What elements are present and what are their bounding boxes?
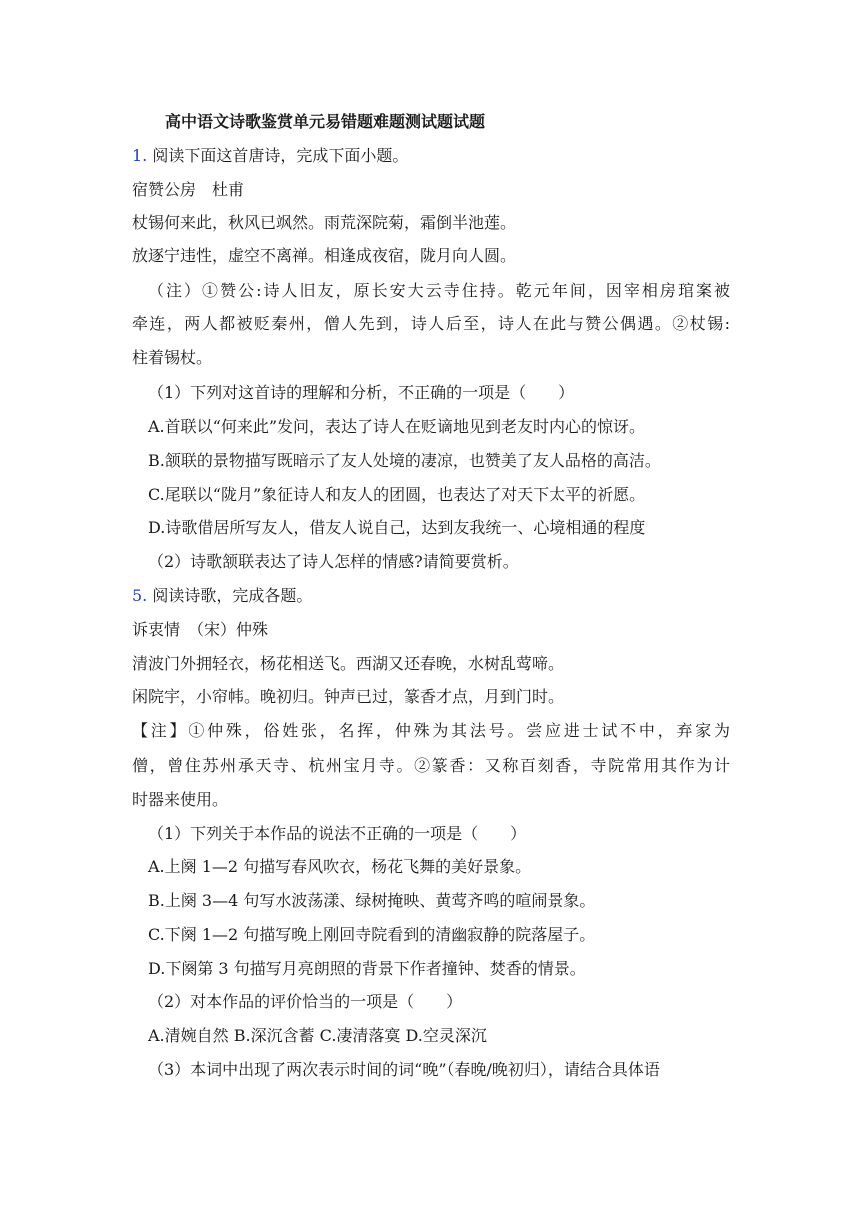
option-b: B.上阕 3—4 句写水波荡漾、绿树掩映、黄莺齐鸣的喧闹景象。 xyxy=(148,891,596,910)
poem-title: 宿赞公房 杜甫 xyxy=(132,180,245,199)
poem-line: 杖锡何来此，秋风已飒然。雨荒深院菊，霜倒半池莲。 xyxy=(132,213,517,232)
question-text: 阅读下面这首唐诗，完成下面小题。 xyxy=(152,146,409,165)
question-text: 阅读诗歌，完成各题。 xyxy=(152,586,313,605)
sub-question-options: A.清婉自然 B.深沉含蓄 C.凄清落寞 D.空灵深沉 xyxy=(148,1026,487,1045)
sub-question: （2）诗歌颔联表达了诗人怎样的情感?请简要赏析。 xyxy=(148,552,519,571)
option-d: D.诗歌借居所写友人，借友人说自己，达到友我统一、心境相通的程度 xyxy=(148,518,646,537)
sub-question: （1）下列对这首诗的理解和分析，不正确的一项是（ ） xyxy=(148,383,575,402)
option-c: C.尾联以“陇月”象征诗人和友人的团圆，也表达了对天下太平的祈愿。 xyxy=(148,485,646,504)
sub-question: （2）对本作品的评价恰当的一项是（ ） xyxy=(148,992,463,1011)
document-title: 高中语文诗歌鉴赏单元易错题难题测试题试题 xyxy=(165,112,486,131)
question-5-intro xyxy=(132,586,732,606)
question-number: 5. xyxy=(132,586,148,605)
poem-title: 诉衷情 （宋）仲殊 xyxy=(132,620,269,639)
sub-question: （3）本词中出现了两次表示时间的词“晚”（春晚/晚初归），请结合具体语 xyxy=(148,1060,660,1079)
option-a: A.上阕 1—2 句描写春风吹衣，杨花飞舞的美好景象。 xyxy=(148,857,532,876)
question-1-intro xyxy=(132,146,732,166)
option-c: C.下阕 1—2 句描写晚上刚回寺院看到的清幽寂静的院落屋子。 xyxy=(148,925,596,944)
poem-line: 闲院宇，小帘帏。晚初归。钟声已过，篆香才点，月到门时。 xyxy=(132,687,565,706)
poem-line: 清波门外拥轻衣，杨花相送飞。西湖又还春晚，水树乱莺啼。 xyxy=(132,654,565,673)
note-line: 牵连，两人都被贬秦州，僧人先到，诗人后至，诗人在此与赞公偶遇。②杖锡: xyxy=(132,314,730,333)
question-number: 1. xyxy=(132,146,148,165)
note-line: （注）①赞公:诗人旧友，原长安大云寺住持。乾元年间，因宰相房琯案被 xyxy=(148,281,730,300)
note-line: 【注】①仲殊，俗姓张，名挥，仲殊为其法号。尝应进士试不中，弃家为 xyxy=(132,721,730,740)
note-line: 柱着锡杖。 xyxy=(132,348,213,367)
option-a: A.首联以“何来此”发问，表达了诗人在贬谪地见到老友时内心的惊讶。 xyxy=(148,417,646,436)
option-d: D.下阕第 3 句描写月亮朗照的背景下作者撞钟、焚香的情景。 xyxy=(148,959,586,978)
note-line: 时器来使用。 xyxy=(132,790,229,809)
poem-line: 放逐宁违性，虚空不离禅。相逢成夜宿，陇月向人圆。 xyxy=(132,246,517,265)
note-line: 僧，曾住苏州承天寺、杭州宝月寺。②篆香：又称百刻香，寺院常用其作为计 xyxy=(132,756,730,775)
sub-question: （1）下列关于本作品的说法不正确的一项是（ ） xyxy=(148,824,527,843)
option-b: B.颔联的景物描写既暗示了友人处境的凄凉，也赞美了友人品格的高洁。 xyxy=(148,451,661,470)
